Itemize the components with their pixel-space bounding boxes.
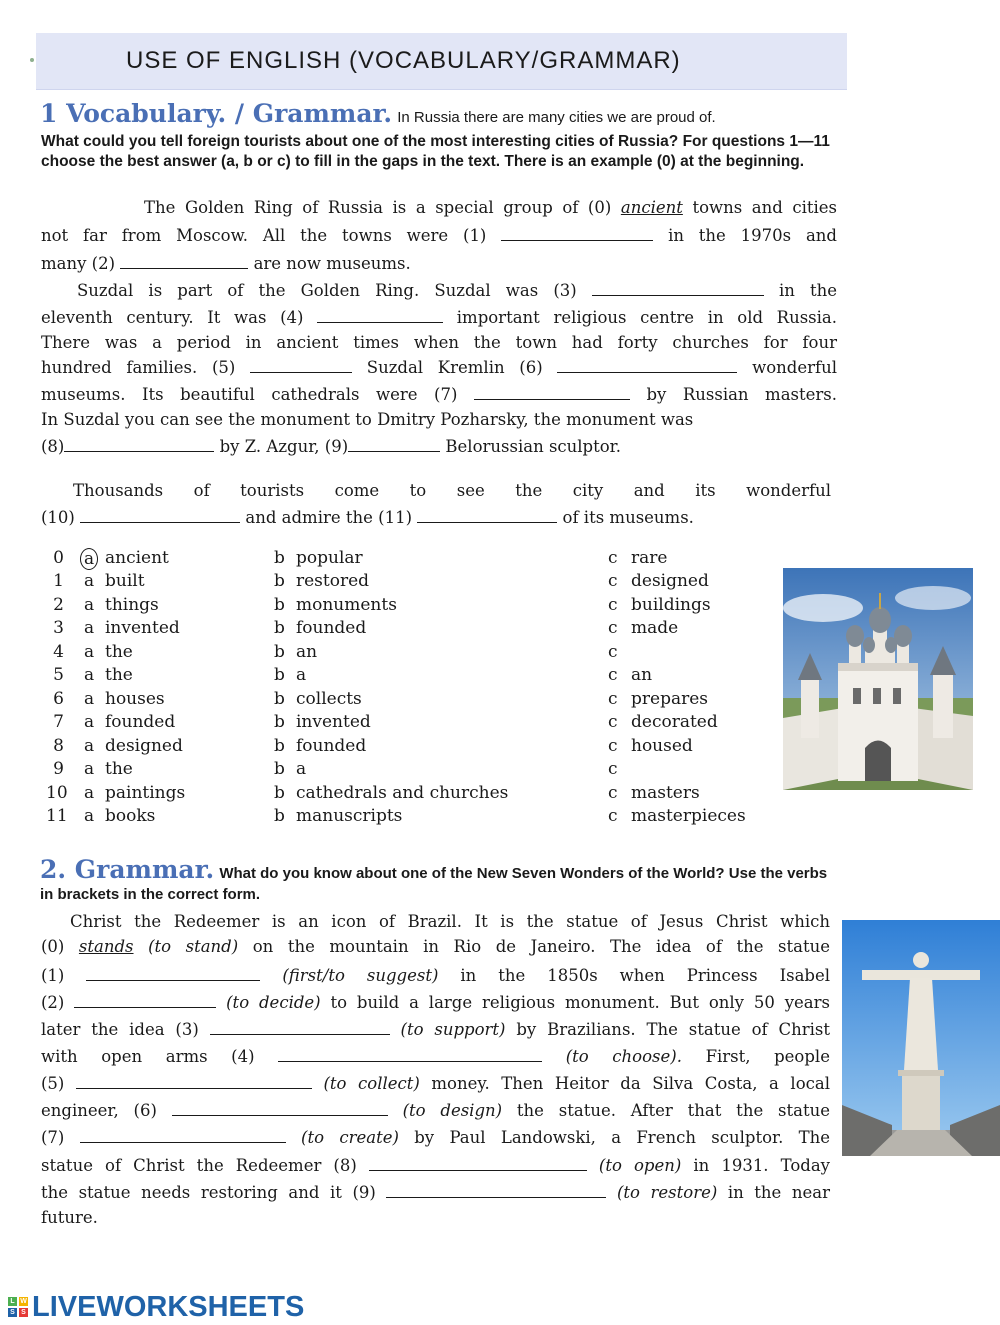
verb-hint: (to create): [301, 1128, 399, 1147]
option-letter: a: [84, 595, 95, 615]
text-segment: The Golden Ring of Russia is a special group of (0): [144, 198, 612, 217]
logo-letter: S: [8, 1308, 17, 1317]
option-letter: a: [84, 736, 95, 756]
text-line: [41, 1020, 830, 1039]
gap-10-input[interactable]: [80, 508, 240, 523]
gap-1-input[interactable]: [501, 226, 653, 241]
text-segment: (7): [41, 1128, 65, 1147]
text-segment: statue of Christ the Redeemer (8): [41, 1156, 357, 1175]
text-line: [41, 281, 837, 300]
section2-text: [41, 912, 830, 1232]
text-segment: by Russian masters.: [646, 385, 838, 404]
option-letter: c: [608, 548, 618, 568]
question-number: 7: [53, 712, 64, 732]
text-segment: (1): [41, 966, 65, 985]
text-line: [41, 1156, 830, 1175]
example-answer: stands: [78, 937, 134, 956]
options-row: [46, 665, 786, 688]
section2-number: 2. Grammar.: [40, 855, 215, 884]
gap-9-input[interactable]: [348, 437, 440, 452]
text-segment: towns and cities: [692, 198, 838, 217]
text-line: [41, 385, 837, 404]
text-segment: (8): [41, 437, 65, 456]
text-segment: many (2): [41, 254, 116, 273]
option-b[interactable]: popular: [296, 548, 363, 568]
question-number: 0: [53, 548, 64, 568]
verb-hint: (to design): [402, 1101, 503, 1120]
option-c[interactable]: decorated: [631, 712, 718, 732]
option-letter: b: [274, 689, 285, 709]
option-a[interactable]: houses: [105, 689, 165, 709]
section1-number: 1 Vocabulary. / Grammar.: [40, 99, 393, 128]
section2-lead: What do you know about one of the New Seven Wonders of the World? Use the verbs in brackets in the correct form.: [40, 865, 828, 903]
option-letter: c: [608, 759, 618, 779]
text-line: [41, 308, 837, 327]
rostov-kremlin-photo: [783, 568, 973, 790]
option-a[interactable]: the: [105, 759, 133, 779]
options-row: [46, 595, 786, 618]
question-number: 8: [53, 736, 64, 756]
option-letter: a: [84, 806, 95, 826]
verb-hint: (to support): [400, 1020, 506, 1039]
gap-9-input[interactable]: [386, 1183, 606, 1198]
text-segment: eleventh century. It was (4): [41, 308, 304, 327]
question-number: 3: [53, 618, 64, 638]
option-letter: b: [274, 665, 285, 685]
text-segment: museums. Its beautiful cathedrals were (7): [41, 385, 458, 404]
options-row: [46, 571, 786, 594]
option-b[interactable]: invented: [296, 712, 371, 732]
option-letter: c: [608, 712, 618, 732]
decorative-dot: [30, 58, 34, 62]
text-segment: (10): [41, 508, 75, 527]
text-segment: Suzdal Kremlin (6): [366, 358, 543, 377]
example-answer: ancient: [620, 198, 683, 217]
text-line: [41, 937, 830, 956]
text-segment: by Z. Azgur, (9): [219, 437, 349, 456]
option-b[interactable]: monuments: [296, 595, 397, 615]
option-b[interactable]: a: [296, 665, 307, 685]
text-segment: on the mountain in Rio de Janeiro. The idea of the statue: [252, 937, 831, 956]
section2-title: [40, 855, 830, 905]
option-letter: c: [608, 736, 618, 756]
option-letter: c: [608, 665, 618, 685]
text-line: [41, 254, 837, 273]
section1-text: [41, 198, 837, 528]
text-line: [41, 1074, 830, 1093]
option-letter: c: [608, 806, 618, 826]
option-a[interactable]: founded: [105, 712, 176, 732]
option-letter: c: [608, 618, 618, 638]
text-line: [41, 993, 830, 1012]
option-c[interactable]: buildings: [631, 595, 711, 615]
text-line: future.: [41, 1208, 98, 1227]
text-segment: wonderful: [752, 358, 838, 377]
text-segment: of its museums.: [562, 508, 694, 527]
option-b[interactable]: founded: [296, 736, 367, 756]
gap-7-input[interactable]: [80, 1128, 286, 1143]
options-row: [46, 642, 786, 665]
question-number: 4: [53, 642, 64, 662]
option-a[interactable]: invented: [105, 618, 180, 638]
question-number: 10: [46, 783, 68, 803]
option-a[interactable]: things: [105, 595, 159, 615]
option-a[interactable]: the: [105, 642, 133, 662]
option-c[interactable]: rare: [631, 548, 668, 568]
option-a[interactable]: ancient: [105, 548, 169, 568]
option-letter: c: [608, 595, 618, 615]
text-line: [41, 1047, 830, 1066]
text-line: [41, 1183, 830, 1202]
option-c[interactable]: designed: [631, 571, 709, 591]
logo-grid-icon: [8, 1297, 28, 1317]
option-letter: c: [608, 642, 618, 662]
text-line: [41, 226, 837, 245]
option-letter: b: [274, 571, 285, 591]
text-line: [41, 508, 837, 527]
question-number: 6: [53, 689, 64, 709]
text-segment: (2): [41, 993, 65, 1012]
text-segment: by Brazilians. The statue of Christ: [516, 1020, 830, 1039]
verb-hint: (to open): [598, 1156, 682, 1175]
gap-5-input[interactable]: [250, 358, 352, 373]
logo-letter: W: [20, 1298, 27, 1305]
text-segment: are now museums.: [253, 254, 411, 273]
option-letter: a: [84, 783, 95, 803]
option-b[interactable]: an: [296, 642, 318, 662]
option-c[interactable]: an: [631, 665, 653, 685]
option-letter: a: [84, 759, 95, 779]
gap-4-input[interactable]: [278, 1047, 542, 1062]
text-segment: in the 1970s and: [668, 226, 837, 245]
gap-4-input[interactable]: [317, 308, 443, 323]
text-segment: money. Then Heitor da Silva Costa, a local: [431, 1074, 830, 1093]
text-line: There was a period in ancient times when the town had forty churches for four: [41, 333, 837, 352]
text-line: [41, 966, 830, 985]
gap-2-input[interactable]: [120, 254, 248, 269]
option-letter: b: [274, 736, 285, 756]
option-letter: a: [84, 571, 95, 591]
options-row: [46, 689, 786, 712]
text-segment: (0): [41, 937, 65, 956]
gap-2-input[interactable]: [74, 993, 216, 1008]
option-b[interactable]: a: [296, 759, 307, 779]
verb-hint: (to collect): [323, 1074, 420, 1093]
option-letter: a: [84, 642, 95, 662]
text-segment: hundred families. (5): [41, 358, 236, 377]
text-segment: Belorussian sculptor.: [445, 437, 622, 456]
logo-letter: S: [19, 1308, 28, 1317]
text-segment: by Paul Landowski, a French sculptor. The: [414, 1128, 831, 1147]
option-letter: b: [274, 712, 285, 732]
gap-7-input[interactable]: [474, 385, 630, 400]
verb-hint: (first/to suggest): [282, 966, 439, 985]
section1-instructions: What could you tell foreign tourists about one of the most interesting cities of Russia? For questions 1—11 choose the best answer (a, b or c) to fill in the gaps in the text. There is an example (0) at the beginning.: [41, 133, 830, 170]
text-segment: (5): [41, 1074, 65, 1093]
question-number: 9: [53, 759, 64, 779]
option-a[interactable]: the: [105, 665, 133, 685]
option-letter: b: [274, 759, 285, 779]
option-letter: b: [274, 548, 285, 568]
option-b[interactable]: collects: [296, 689, 362, 709]
text-line: [41, 437, 837, 456]
gap-6-input[interactable]: [557, 358, 737, 373]
option-a[interactable]: built: [105, 571, 145, 591]
text-line: Christ the Redeemer is an icon of Brazil. It is the statue of Jesus Christ which: [70, 912, 830, 931]
gap-5-input[interactable]: [76, 1074, 312, 1089]
option-c[interactable]: housed: [631, 736, 693, 756]
question-number: 11: [46, 806, 68, 826]
verb-hint: (to restore): [616, 1183, 718, 1202]
option-letter: a: [84, 712, 95, 732]
section1-title: [40, 99, 716, 128]
option-b[interactable]: manuscripts: [296, 806, 403, 826]
options-row: [46, 548, 786, 571]
text-segment: important religious centre in old Russia.: [456, 308, 838, 327]
options-row: [46, 712, 786, 735]
verb-hint: (to choose).: [565, 1047, 682, 1066]
question-number: 1: [53, 571, 64, 591]
text-segment: with open arms (4): [41, 1047, 255, 1066]
gap-3-input[interactable]: [592, 281, 764, 296]
option-c[interactable]: masterpieces: [631, 806, 746, 826]
option-c[interactable]: made: [631, 618, 679, 638]
option-letter: b: [274, 642, 285, 662]
header-band: [36, 33, 847, 90]
gap-1-input[interactable]: [86, 966, 260, 981]
gap-8-input[interactable]: [369, 1156, 587, 1171]
option-a[interactable]: designed: [105, 736, 183, 756]
text-segment: and admire the (11): [245, 508, 413, 527]
options-row: [46, 806, 786, 829]
text-segment: the statue needs restoring and it (9): [41, 1183, 376, 1202]
question-number: 2: [53, 595, 64, 615]
option-c[interactable]: prepares: [631, 689, 708, 709]
gap-11-input[interactable]: [417, 508, 557, 523]
option-letter: b: [274, 618, 285, 638]
verb-hint: (to stand): [148, 937, 239, 956]
liveworksheets-logo: [8, 1290, 304, 1324]
option-b[interactable]: founded: [296, 618, 367, 638]
gap-8-input[interactable]: [64, 437, 214, 452]
text-segment: to build a large religious monument. But only 50 years: [330, 993, 830, 1012]
text-segment: in the: [778, 281, 838, 300]
option-a[interactable]: books: [105, 806, 156, 826]
section1-lead: In Russia there are many cities we are proud of.: [397, 109, 716, 126]
logo-text: LIVEWORKSHEETS: [32, 1290, 305, 1323]
options-row: [46, 736, 786, 759]
text-line: [41, 1101, 830, 1120]
option-b[interactable]: restored: [296, 571, 370, 591]
option-letter: a: [84, 689, 95, 709]
text-segment: engineer, (6): [41, 1101, 157, 1120]
option-letter: c: [608, 689, 618, 709]
text-segment: the statue. After that the statue: [516, 1101, 830, 1120]
option-letter: a: [84, 665, 95, 685]
option-a[interactable]: paintings: [105, 783, 186, 803]
christ-redeemer-photo: [842, 920, 1000, 1156]
text-segment: Suzdal is part of the Golden Ring. Suzdal was (3): [77, 281, 577, 300]
option-letter: b: [274, 783, 285, 803]
text-segment: later the idea (3): [41, 1020, 199, 1039]
text-line: [41, 358, 837, 377]
option-c[interactable]: masters: [631, 783, 700, 803]
text-segment: in 1931. Today: [693, 1156, 830, 1175]
text-segment: not far from Moscow. All the towns were (1): [41, 226, 487, 245]
options-row: [46, 759, 786, 782]
option-letter: c: [608, 571, 618, 591]
text-segment: in the 1850s when Princess Isabel: [460, 966, 831, 985]
option-letter: c: [608, 783, 618, 803]
verb-hint: (to decide): [226, 993, 321, 1012]
text-line: In Suzdal you can see the monument to Dmitry Pozharsky, the monument was: [41, 410, 694, 429]
option-b[interactable]: cathedrals and churches: [296, 783, 509, 803]
text-line: [41, 198, 837, 217]
logo-letter: L: [8, 1297, 17, 1306]
option-letter-selected[interactable]: a: [80, 548, 98, 570]
text-line: [41, 1128, 830, 1147]
option-letter: b: [274, 595, 285, 615]
text-segment: First, people: [705, 1047, 830, 1066]
options-row: [46, 618, 786, 641]
options-row: [46, 783, 786, 806]
gap-6-input[interactable]: [172, 1101, 388, 1116]
option-letter: a: [84, 618, 95, 638]
page-title: USE OF ENGLISH (VOCABULARY/GRAMMAR): [126, 47, 681, 74]
question-number: 5: [53, 665, 64, 685]
text-segment: in the near: [727, 1183, 830, 1202]
gap-3-input[interactable]: [210, 1020, 390, 1035]
option-letter: b: [274, 806, 285, 826]
text-line: Thousands of tourists come to see the city and its wonderful: [73, 481, 831, 500]
